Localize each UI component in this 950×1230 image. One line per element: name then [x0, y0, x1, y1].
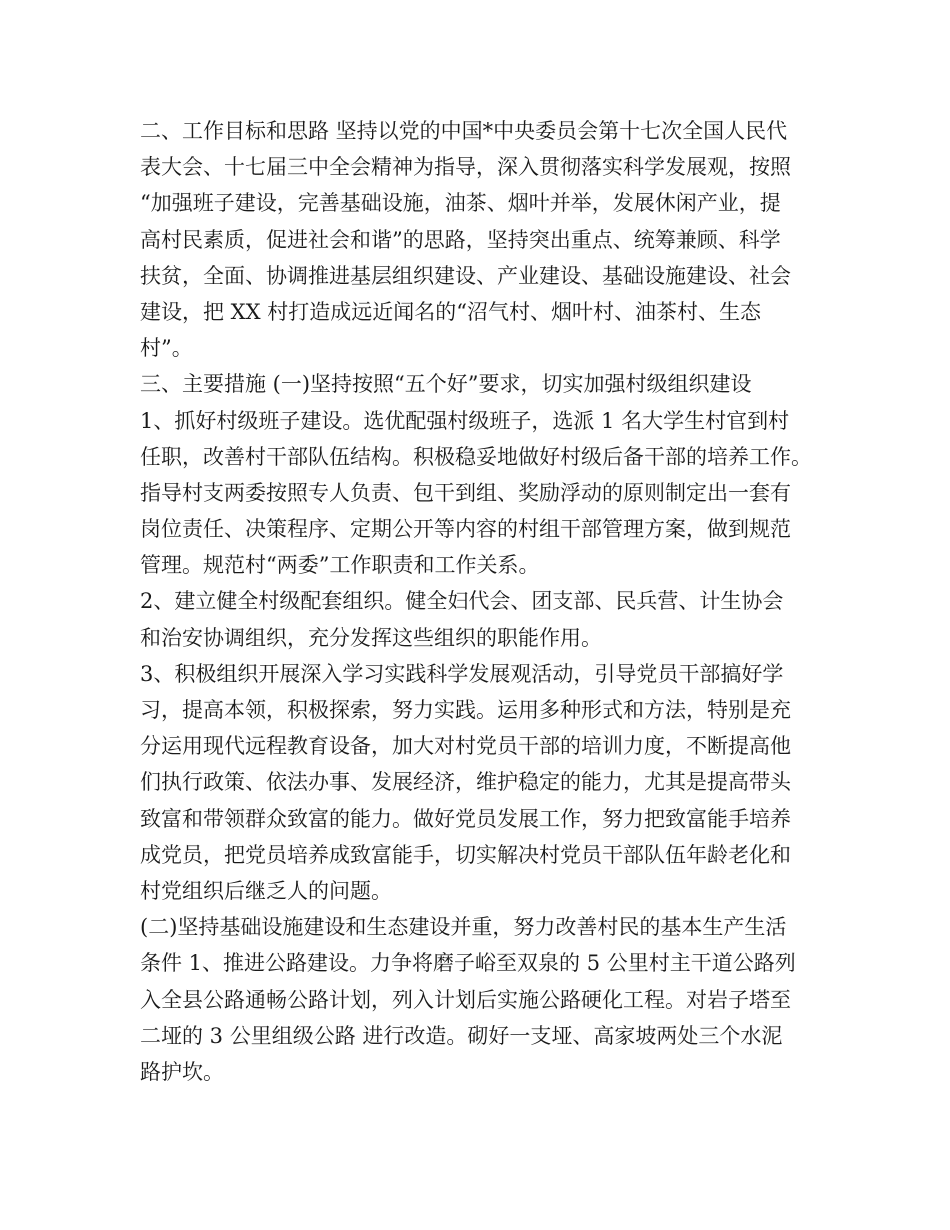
text-line: 1、抓好村级班子建设。选优配强村级班子，选派 1 名大学生村官到村 — [140, 408, 790, 433]
text-line: “加强班子建设，完善基础设施，油茶、烟叶并举，发展休闲产业，提 — [140, 191, 781, 216]
text-line: 表大会、十七届三中全会精神为指导，深入贯彻落实科学发展观，按照 — [140, 155, 791, 180]
text-line: 任职，改善村干部队伍结构。积极稳妥地做好村级后备干部的培养工作。 — [140, 444, 812, 469]
text-line: 条件 1、推进公路建设。力争将磨子峪至双泉的 5 公里村主干道公路列 — [140, 951, 796, 976]
text-line: 致富和带领群众致富的能力。做好党员发展工作，努力把致富能手培养 — [140, 806, 791, 831]
text-line: 岗位责任、决策程序、定期公开等内容的村组干部管理方案，做到规范 — [140, 517, 791, 542]
text-line: 3、积极组织开展深入学习实践科学发展观活动，引导党员干部搞好学 — [140, 661, 784, 686]
text-line: 们执行政策、依法办事、发展经济，维护稳定的能力，尤其是提高带头 — [140, 770, 791, 795]
text-line: 路护坎。 — [140, 1059, 224, 1084]
text-line: 扶贫，全面、协调推进基层组织建设、产业建设、基础设施建设、社会 — [140, 263, 791, 288]
text-line: 村”。 — [140, 336, 193, 361]
text-line: 三、主要措施 (一)坚持按照“五个好”要求，切实加强村级组织建设 — [140, 372, 752, 397]
text-line: 村党组织后继乏人的问题。 — [140, 878, 392, 903]
text-line: 成党员，把党员培养成致富能手，切实解决村党员干部队伍年龄老化和 — [140, 842, 791, 867]
document-body — [140, 113, 830, 1090]
text-line: (二)坚持基础设施建设和生态建设并重，努力改善村民的基本生产生活 — [140, 915, 787, 940]
text-line: 分运用现代远程教育设备，加大对村党员干部的培训力度，不断提高他 — [140, 734, 791, 759]
text-line: 和治安协调组织，充分发挥这些组织的职能作用。 — [140, 625, 602, 650]
text-line: 高村民素质，促进社会和谐”的思路，坚持突出重点、统筹兼顾、科学 — [140, 227, 781, 252]
text-line: 习，提高本领，积极探索，努力实践。运用多种形式和方法，特别是充 — [140, 698, 791, 722]
text-line: 管理。规范村“两委”工作职责和工作关系。 — [140, 553, 540, 578]
text-line: 二垭的 3 公里组级公路 进行改造。砌好一支垭、高家坡两处三个水泥 — [140, 1023, 783, 1048]
text-line: 建设，把 XX 村打造成远近闻名的“沼气村、烟叶村、油茶村、生态 — [140, 299, 761, 324]
text-line: 指导村支两委按照专人负责、包干到组、奖励浮动的原则制定出一套有 — [140, 480, 791, 505]
text-line: 入全县公路通畅公路计划，列入计划后实施公路硬化工程。对岩子塔至 — [140, 987, 791, 1012]
text-line: 二、工作目标和思路 坚持以党的中国*中央委员会第十七次全国人民代 — [140, 119, 788, 143]
text-line: 2、建立健全村级配套组织。健全妇代会、团支部、民兵营、计生协会 — [140, 589, 784, 614]
